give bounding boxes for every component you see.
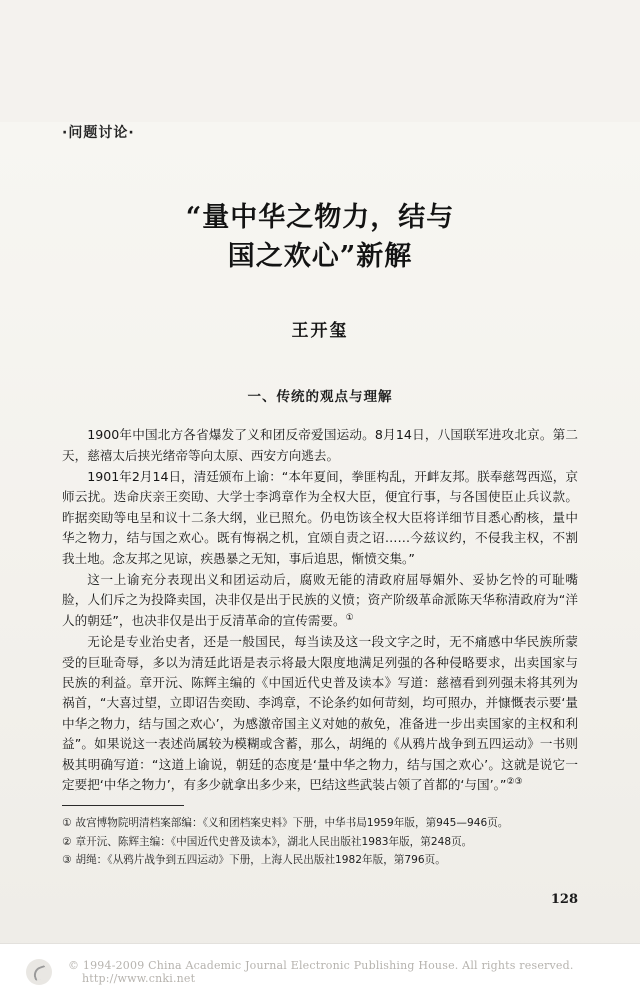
footnote-text: 故宫博物院明清档案部编：《义和团档案史料》下册，中华书局1959年版，第945—946页。 — [75, 817, 509, 830]
paragraph: 1900年中国北方各省爆发了义和团反帝爱国运动。8月14日，八国联军进攻北京。第二天，慈禧太后挟光绪帝等向太原、西安方向逃去。 — [62, 427, 578, 463]
footnote-marker: ② — [62, 835, 72, 848]
paragraph — [62, 570, 578, 631]
footnote-text: 章开沅、陈辉主编：《中国近代史普及读本》，湖北人民出版社1983年版，第248页。 — [75, 835, 473, 848]
paragraph-text: 无论是专业治史者，还是一般国民，每当读及这一段文字之时，无不痛感中华民族所蒙受的巨耻奇辱，多以为清廷此语是表示将最大限度地满足列强的各种侵略要求，出卖国家与民族的利益。章开沅、陈辉主编的《中国近代史普及读本》写道：慈禧看到列强未将其列为祸首，“大喜过望，立即诏告奕劻、李鸿章，不论条约如何苛刻，均可照办，并慷慨表示要‘量中华之物力，结与国之欢心’，为感激帝国主义对她的赦免，准备进一步出卖国家的主权和利益”。如果说这一表述尚属较为模糊或含蓄，那么，胡绳的《从鸦片战争到五四运动》一书则极其明确写道：“这道上谕说，朝廷的态度是‘量中华之物力，结与国之欢心’。这就是说它一定要把‘中华之物力’，有多少就拿出多少来，巴结这些武装占领了首都的‘与国’。” — [62, 634, 578, 792]
footnote-item — [62, 834, 578, 850]
footer-copyright — [68, 959, 640, 985]
cnki-leaf-icon — [26, 959, 52, 985]
footnote-item — [62, 815, 578, 831]
paragraph — [62, 632, 578, 795]
page-footer — [0, 943, 640, 999]
footnote-list — [62, 815, 578, 868]
section-heading: 一、传统的观点与理解 — [247, 389, 393, 406]
document-page — [0, 122, 640, 999]
footnote-ref: ②③ — [506, 776, 523, 787]
footnote-ref: ① — [345, 612, 354, 623]
author-name: 王开玺 — [291, 321, 349, 342]
footer-url[interactable]: http://www.cnki.net — [82, 971, 196, 985]
title-line-1: “量中华之物力，结与 — [185, 202, 455, 233]
footnote-text: 胡绳：《从鸦片战争到五四运动》下册，上海人民出版社1982年版，第796页。 — [75, 854, 446, 867]
article-body — [62, 425, 578, 795]
footnote-divider — [62, 805, 184, 806]
page-title — [62, 198, 578, 276]
copyright-text: © 1994-2009 China Academic Journal Electronic Publishing House. All rights reserved. — [68, 958, 574, 972]
footnote-item — [62, 852, 578, 868]
footnote-marker: ③ — [62, 854, 72, 867]
footnote-marker: ① — [62, 817, 72, 830]
title-line-2: 国之欢心”新解 — [227, 241, 413, 273]
paragraph: 1901年2月14日，清廷颁布上谕：“本年夏间，拳匪构乱，开衅友邦。朕奉慈驾西巡，京师云扰。迭命庆亲王奕劻、大学士李鸿章作为全权大臣，便宜行事，与各国使臣止兵议款。昨据奕劻等电呈和议十二条大纲，业已照允。仍电饬该全权大臣将详细节目悉心酌核，量中华之物力，结与国之欢心。既有悔祸之机，宜颂自责之诏……今兹议约，不侵我主权，不割我土地。念友邦之见谅，疾愚暴之无知，事后追思，惭愤交集。” — [62, 469, 578, 566]
page-number: 128 — [550, 892, 578, 907]
column-rubric: ·问题讨论· — [62, 125, 135, 141]
paragraph-text: 这一上谕充分表现出义和团运动后，腐败无能的清政府屈辱媚外、妥协乞怜的可耻嘴脸，人们斥之为投降卖国，决非仅是出于民族的义愤；资产阶级革命派陈天华称清政府为“洋人的朝廷”，也决非仅是出于反清革命的宣传需要。 — [62, 572, 578, 628]
